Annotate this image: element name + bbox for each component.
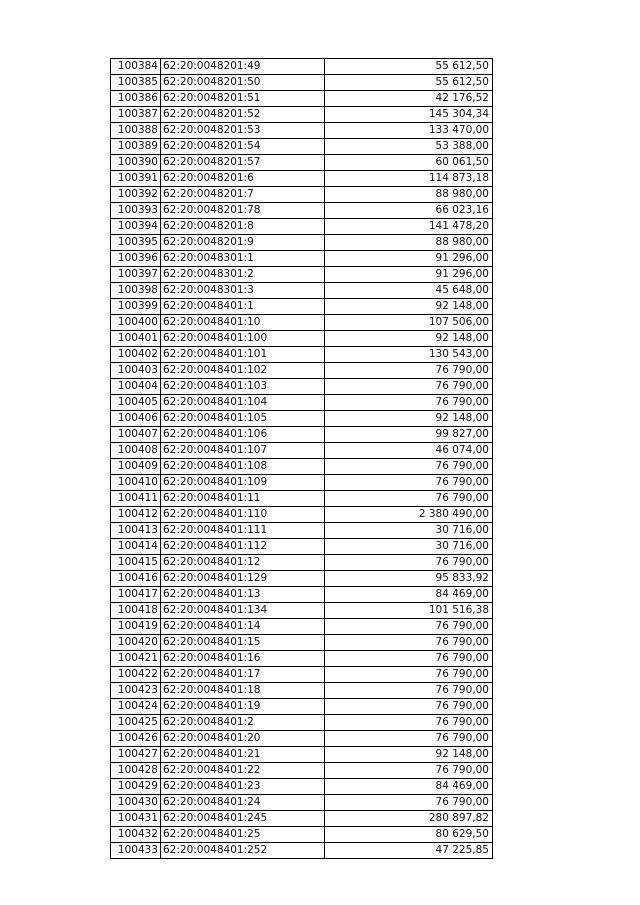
cadastral-number-cell: 62:20:0048201:6 xyxy=(161,171,325,187)
cadastral-number-cell: 62:20:0048401:23 xyxy=(161,779,325,795)
cadastral-number-cell: 62:20:0048201:57 xyxy=(161,155,325,171)
row-number-cell: 100415 xyxy=(111,555,161,571)
cadastral-value-cell: 76 790,00 xyxy=(325,475,493,491)
table-row xyxy=(111,267,493,283)
table-row xyxy=(111,443,493,459)
cadastral-value-cell: 42 176,52 xyxy=(325,91,493,107)
row-number-cell: 100403 xyxy=(111,363,161,379)
cadastral-number-cell: 62:20:0048401:16 xyxy=(161,651,325,667)
row-number-cell: 100420 xyxy=(111,635,161,651)
cadastral-value-cell: 130 543,00 xyxy=(325,347,493,363)
table-row xyxy=(111,187,493,203)
cadastral-value-cell: 53 388,00 xyxy=(325,139,493,155)
row-number-cell: 100409 xyxy=(111,459,161,475)
row-number-cell: 100398 xyxy=(111,283,161,299)
cadastral-value-cell: 66 023,16 xyxy=(325,203,493,219)
cadastral-value-cell: 55 612,50 xyxy=(325,59,493,75)
cadastral-value-cell: 60 061,50 xyxy=(325,155,493,171)
row-number-cell: 100405 xyxy=(111,395,161,411)
row-number-cell: 100407 xyxy=(111,427,161,443)
table-row xyxy=(111,795,493,811)
cadastral-number-cell: 62:20:0048201:49 xyxy=(161,59,325,75)
row-number-cell: 100392 xyxy=(111,187,161,203)
row-number-cell: 100433 xyxy=(111,843,161,859)
table-row xyxy=(111,843,493,859)
cadastral-value-cell: 145 304,34 xyxy=(325,107,493,123)
table-row xyxy=(111,59,493,75)
document-page xyxy=(110,58,492,859)
row-number-cell: 100416 xyxy=(111,571,161,587)
row-number-cell: 100418 xyxy=(111,603,161,619)
cadastral-value-cell: 88 980,00 xyxy=(325,187,493,203)
cadastral-number-cell: 62:20:0048201:53 xyxy=(161,123,325,139)
cadastral-value-cell: 46 074,00 xyxy=(325,443,493,459)
row-number-cell: 100414 xyxy=(111,539,161,555)
cadastral-number-cell: 62:20:0048401:110 xyxy=(161,507,325,523)
cadastral-number-cell: 62:20:0048401:109 xyxy=(161,475,325,491)
cadastral-number-cell: 62:20:0048401:1 xyxy=(161,299,325,315)
table-row xyxy=(111,251,493,267)
cadastral-number-cell: 62:20:0048401:252 xyxy=(161,843,325,859)
row-number-cell: 100423 xyxy=(111,683,161,699)
cadastral-value-cell: 2 380 490,00 xyxy=(325,507,493,523)
table-row xyxy=(111,651,493,667)
cadastral-number-cell: 62:20:0048401:112 xyxy=(161,539,325,555)
table-row xyxy=(111,139,493,155)
table-row xyxy=(111,203,493,219)
table-row xyxy=(111,731,493,747)
row-number-cell: 100395 xyxy=(111,235,161,251)
row-number-cell: 100397 xyxy=(111,267,161,283)
cadastral-value-cell: 76 790,00 xyxy=(325,491,493,507)
cadastral-value-cell: 95 833,92 xyxy=(325,571,493,587)
cadastral-number-cell: 62:20:0048401:102 xyxy=(161,363,325,379)
cadastral-value-cell: 76 790,00 xyxy=(325,379,493,395)
table-row xyxy=(111,507,493,523)
table-row xyxy=(111,491,493,507)
row-number-cell: 100428 xyxy=(111,763,161,779)
cadastral-value-cell: 92 148,00 xyxy=(325,747,493,763)
table-row xyxy=(111,619,493,635)
row-number-cell: 100417 xyxy=(111,587,161,603)
table-row xyxy=(111,171,493,187)
cadastral-value-cell: 76 790,00 xyxy=(325,683,493,699)
cadastral-value-cell: 91 296,00 xyxy=(325,267,493,283)
cadastral-number-cell: 62:20:0048401:22 xyxy=(161,763,325,779)
cadastral-number-cell: 62:20:0048401:19 xyxy=(161,699,325,715)
row-number-cell: 100387 xyxy=(111,107,161,123)
row-number-cell: 100393 xyxy=(111,203,161,219)
row-number-cell: 100394 xyxy=(111,219,161,235)
cadastral-value-cell: 76 790,00 xyxy=(325,555,493,571)
cadastral-number-cell: 62:20:0048401:129 xyxy=(161,571,325,587)
row-number-cell: 100430 xyxy=(111,795,161,811)
row-number-cell: 100401 xyxy=(111,331,161,347)
cadastral-number-cell: 62:20:0048401:25 xyxy=(161,827,325,843)
table-body xyxy=(111,59,493,859)
cadastral-value-cell: 114 873,18 xyxy=(325,171,493,187)
cadastral-number-cell: 62:20:0048201:52 xyxy=(161,107,325,123)
cadastral-value-cell: 76 790,00 xyxy=(325,763,493,779)
cadastral-value-cell: 45 648,00 xyxy=(325,283,493,299)
cadastral-number-cell: 62:20:0048401:20 xyxy=(161,731,325,747)
cadastral-number-cell: 62:20:0048401:18 xyxy=(161,683,325,699)
table-row xyxy=(111,683,493,699)
cadastral-number-cell: 62:20:0048401:13 xyxy=(161,587,325,603)
cadastral-value-cell: 76 790,00 xyxy=(325,699,493,715)
row-number-cell: 100427 xyxy=(111,747,161,763)
table-row xyxy=(111,715,493,731)
cadastral-number-cell: 62:20:0048401:24 xyxy=(161,795,325,811)
cadastral-value-cell: 76 790,00 xyxy=(325,635,493,651)
cadastral-number-cell: 62:20:0048401:105 xyxy=(161,411,325,427)
cadastral-value-cell: 88 980,00 xyxy=(325,235,493,251)
cadastral-value-cell: 76 790,00 xyxy=(325,715,493,731)
table-row xyxy=(111,523,493,539)
cadastral-number-cell: 62:20:0048401:12 xyxy=(161,555,325,571)
row-number-cell: 100425 xyxy=(111,715,161,731)
cadastral-value-cell: 91 296,00 xyxy=(325,251,493,267)
row-number-cell: 100408 xyxy=(111,443,161,459)
cadastral-number-cell: 62:20:0048301:1 xyxy=(161,251,325,267)
cadastral-number-cell: 62:20:0048201:9 xyxy=(161,235,325,251)
cadastral-value-cell: 92 148,00 xyxy=(325,411,493,427)
table-row xyxy=(111,299,493,315)
table-row xyxy=(111,747,493,763)
row-number-cell: 100432 xyxy=(111,827,161,843)
cadastral-value-cell: 84 469,00 xyxy=(325,587,493,603)
table-row xyxy=(111,91,493,107)
cadastral-number-cell: 62:20:0048301:3 xyxy=(161,283,325,299)
cadastral-number-cell: 62:20:0048401:11 xyxy=(161,491,325,507)
row-number-cell: 100399 xyxy=(111,299,161,315)
table-row xyxy=(111,331,493,347)
cadastral-value-cell: 92 148,00 xyxy=(325,331,493,347)
cadastral-number-cell: 62:20:0048401:108 xyxy=(161,459,325,475)
cadastral-number-cell: 62:20:0048201:51 xyxy=(161,91,325,107)
cadastral-value-cell: 30 716,00 xyxy=(325,539,493,555)
cadastral-number-cell: 62:20:0048201:8 xyxy=(161,219,325,235)
cadastral-value-cell: 280 897,82 xyxy=(325,811,493,827)
row-number-cell: 100422 xyxy=(111,667,161,683)
cadastral-value-cell: 133 470,00 xyxy=(325,123,493,139)
row-number-cell: 100426 xyxy=(111,731,161,747)
row-number-cell: 100411 xyxy=(111,491,161,507)
row-number-cell: 100390 xyxy=(111,155,161,171)
table-row xyxy=(111,395,493,411)
cadastral-number-cell: 62:20:0048201:78 xyxy=(161,203,325,219)
table-row xyxy=(111,219,493,235)
cadastral-number-cell: 62:20:0048201:7 xyxy=(161,187,325,203)
cadastral-number-cell: 62:20:0048401:15 xyxy=(161,635,325,651)
table-row xyxy=(111,667,493,683)
row-number-cell: 100424 xyxy=(111,699,161,715)
cadastral-value-cell: 76 790,00 xyxy=(325,395,493,411)
cadastral-value-cell: 76 790,00 xyxy=(325,667,493,683)
table-row xyxy=(111,635,493,651)
row-number-cell: 100431 xyxy=(111,811,161,827)
row-number-cell: 100386 xyxy=(111,91,161,107)
cadastral-value-cell: 55 612,50 xyxy=(325,75,493,91)
cadastral-number-cell: 62:20:0048401:106 xyxy=(161,427,325,443)
table-row xyxy=(111,411,493,427)
cadastral-value-cell: 92 148,00 xyxy=(325,299,493,315)
row-number-cell: 100413 xyxy=(111,523,161,539)
cadastral-number-cell: 62:20:0048401:245 xyxy=(161,811,325,827)
cadastral-value-cell: 30 716,00 xyxy=(325,523,493,539)
table-row xyxy=(111,539,493,555)
table-row xyxy=(111,123,493,139)
table-row xyxy=(111,107,493,123)
cadastral-number-cell: 62:20:0048401:103 xyxy=(161,379,325,395)
table-row xyxy=(111,75,493,91)
cadastral-value-cell: 101 516,38 xyxy=(325,603,493,619)
cadastral-value-cell: 107 506,00 xyxy=(325,315,493,331)
table-row xyxy=(111,459,493,475)
cadastral-value-cell: 84 469,00 xyxy=(325,779,493,795)
cadastral-number-cell: 62:20:0048401:21 xyxy=(161,747,325,763)
table-row xyxy=(111,379,493,395)
table-row xyxy=(111,555,493,571)
cadastral-number-cell: 62:20:0048401:100 xyxy=(161,331,325,347)
table-row xyxy=(111,699,493,715)
cadastral-value-cell: 76 790,00 xyxy=(325,731,493,747)
cadastral-number-cell: 62:20:0048401:111 xyxy=(161,523,325,539)
cadastral-number-cell: 62:20:0048401:107 xyxy=(161,443,325,459)
table-row xyxy=(111,155,493,171)
row-number-cell: 100406 xyxy=(111,411,161,427)
table-row xyxy=(111,283,493,299)
table-row xyxy=(111,763,493,779)
row-number-cell: 100400 xyxy=(111,315,161,331)
table-row xyxy=(111,475,493,491)
cadastral-number-cell: 62:20:0048401:2 xyxy=(161,715,325,731)
cadastral-number-cell: 62:20:0048301:2 xyxy=(161,267,325,283)
row-number-cell: 100388 xyxy=(111,123,161,139)
cadastral-number-cell: 62:20:0048401:14 xyxy=(161,619,325,635)
table-row xyxy=(111,315,493,331)
row-number-cell: 100404 xyxy=(111,379,161,395)
cadastral-value-cell: 76 790,00 xyxy=(325,619,493,635)
row-number-cell: 100402 xyxy=(111,347,161,363)
cadastral-value-cell: 76 790,00 xyxy=(325,651,493,667)
cadastral-value-cell: 76 790,00 xyxy=(325,459,493,475)
table-row xyxy=(111,347,493,363)
cadastral-number-cell: 62:20:0048401:101 xyxy=(161,347,325,363)
row-number-cell: 100396 xyxy=(111,251,161,267)
row-number-cell: 100384 xyxy=(111,59,161,75)
cadastral-number-cell: 62:20:0048401:104 xyxy=(161,395,325,411)
table-row xyxy=(111,571,493,587)
row-number-cell: 100429 xyxy=(111,779,161,795)
cadastral-value-table xyxy=(110,58,493,859)
row-number-cell: 100410 xyxy=(111,475,161,491)
row-number-cell: 100389 xyxy=(111,139,161,155)
cadastral-number-cell: 62:20:0048401:10 xyxy=(161,315,325,331)
row-number-cell: 100385 xyxy=(111,75,161,91)
table-row xyxy=(111,587,493,603)
cadastral-value-cell: 141 478,20 xyxy=(325,219,493,235)
row-number-cell: 100391 xyxy=(111,171,161,187)
table-row xyxy=(111,363,493,379)
cadastral-number-cell: 62:20:0048401:17 xyxy=(161,667,325,683)
table-row xyxy=(111,235,493,251)
cadastral-value-cell: 80 629,50 xyxy=(325,827,493,843)
table-row xyxy=(111,427,493,443)
table-row xyxy=(111,779,493,795)
cadastral-number-cell: 62:20:0048401:134 xyxy=(161,603,325,619)
table-row xyxy=(111,827,493,843)
table-row xyxy=(111,811,493,827)
table-row xyxy=(111,603,493,619)
cadastral-value-cell: 76 790,00 xyxy=(325,363,493,379)
cadastral-value-cell: 99 827,00 xyxy=(325,427,493,443)
cadastral-value-cell: 76 790,00 xyxy=(325,795,493,811)
cadastral-number-cell: 62:20:0048201:50 xyxy=(161,75,325,91)
row-number-cell: 100419 xyxy=(111,619,161,635)
cadastral-number-cell: 62:20:0048201:54 xyxy=(161,139,325,155)
row-number-cell: 100412 xyxy=(111,507,161,523)
row-number-cell: 100421 xyxy=(111,651,161,667)
cadastral-value-cell: 47 225,85 xyxy=(325,843,493,859)
